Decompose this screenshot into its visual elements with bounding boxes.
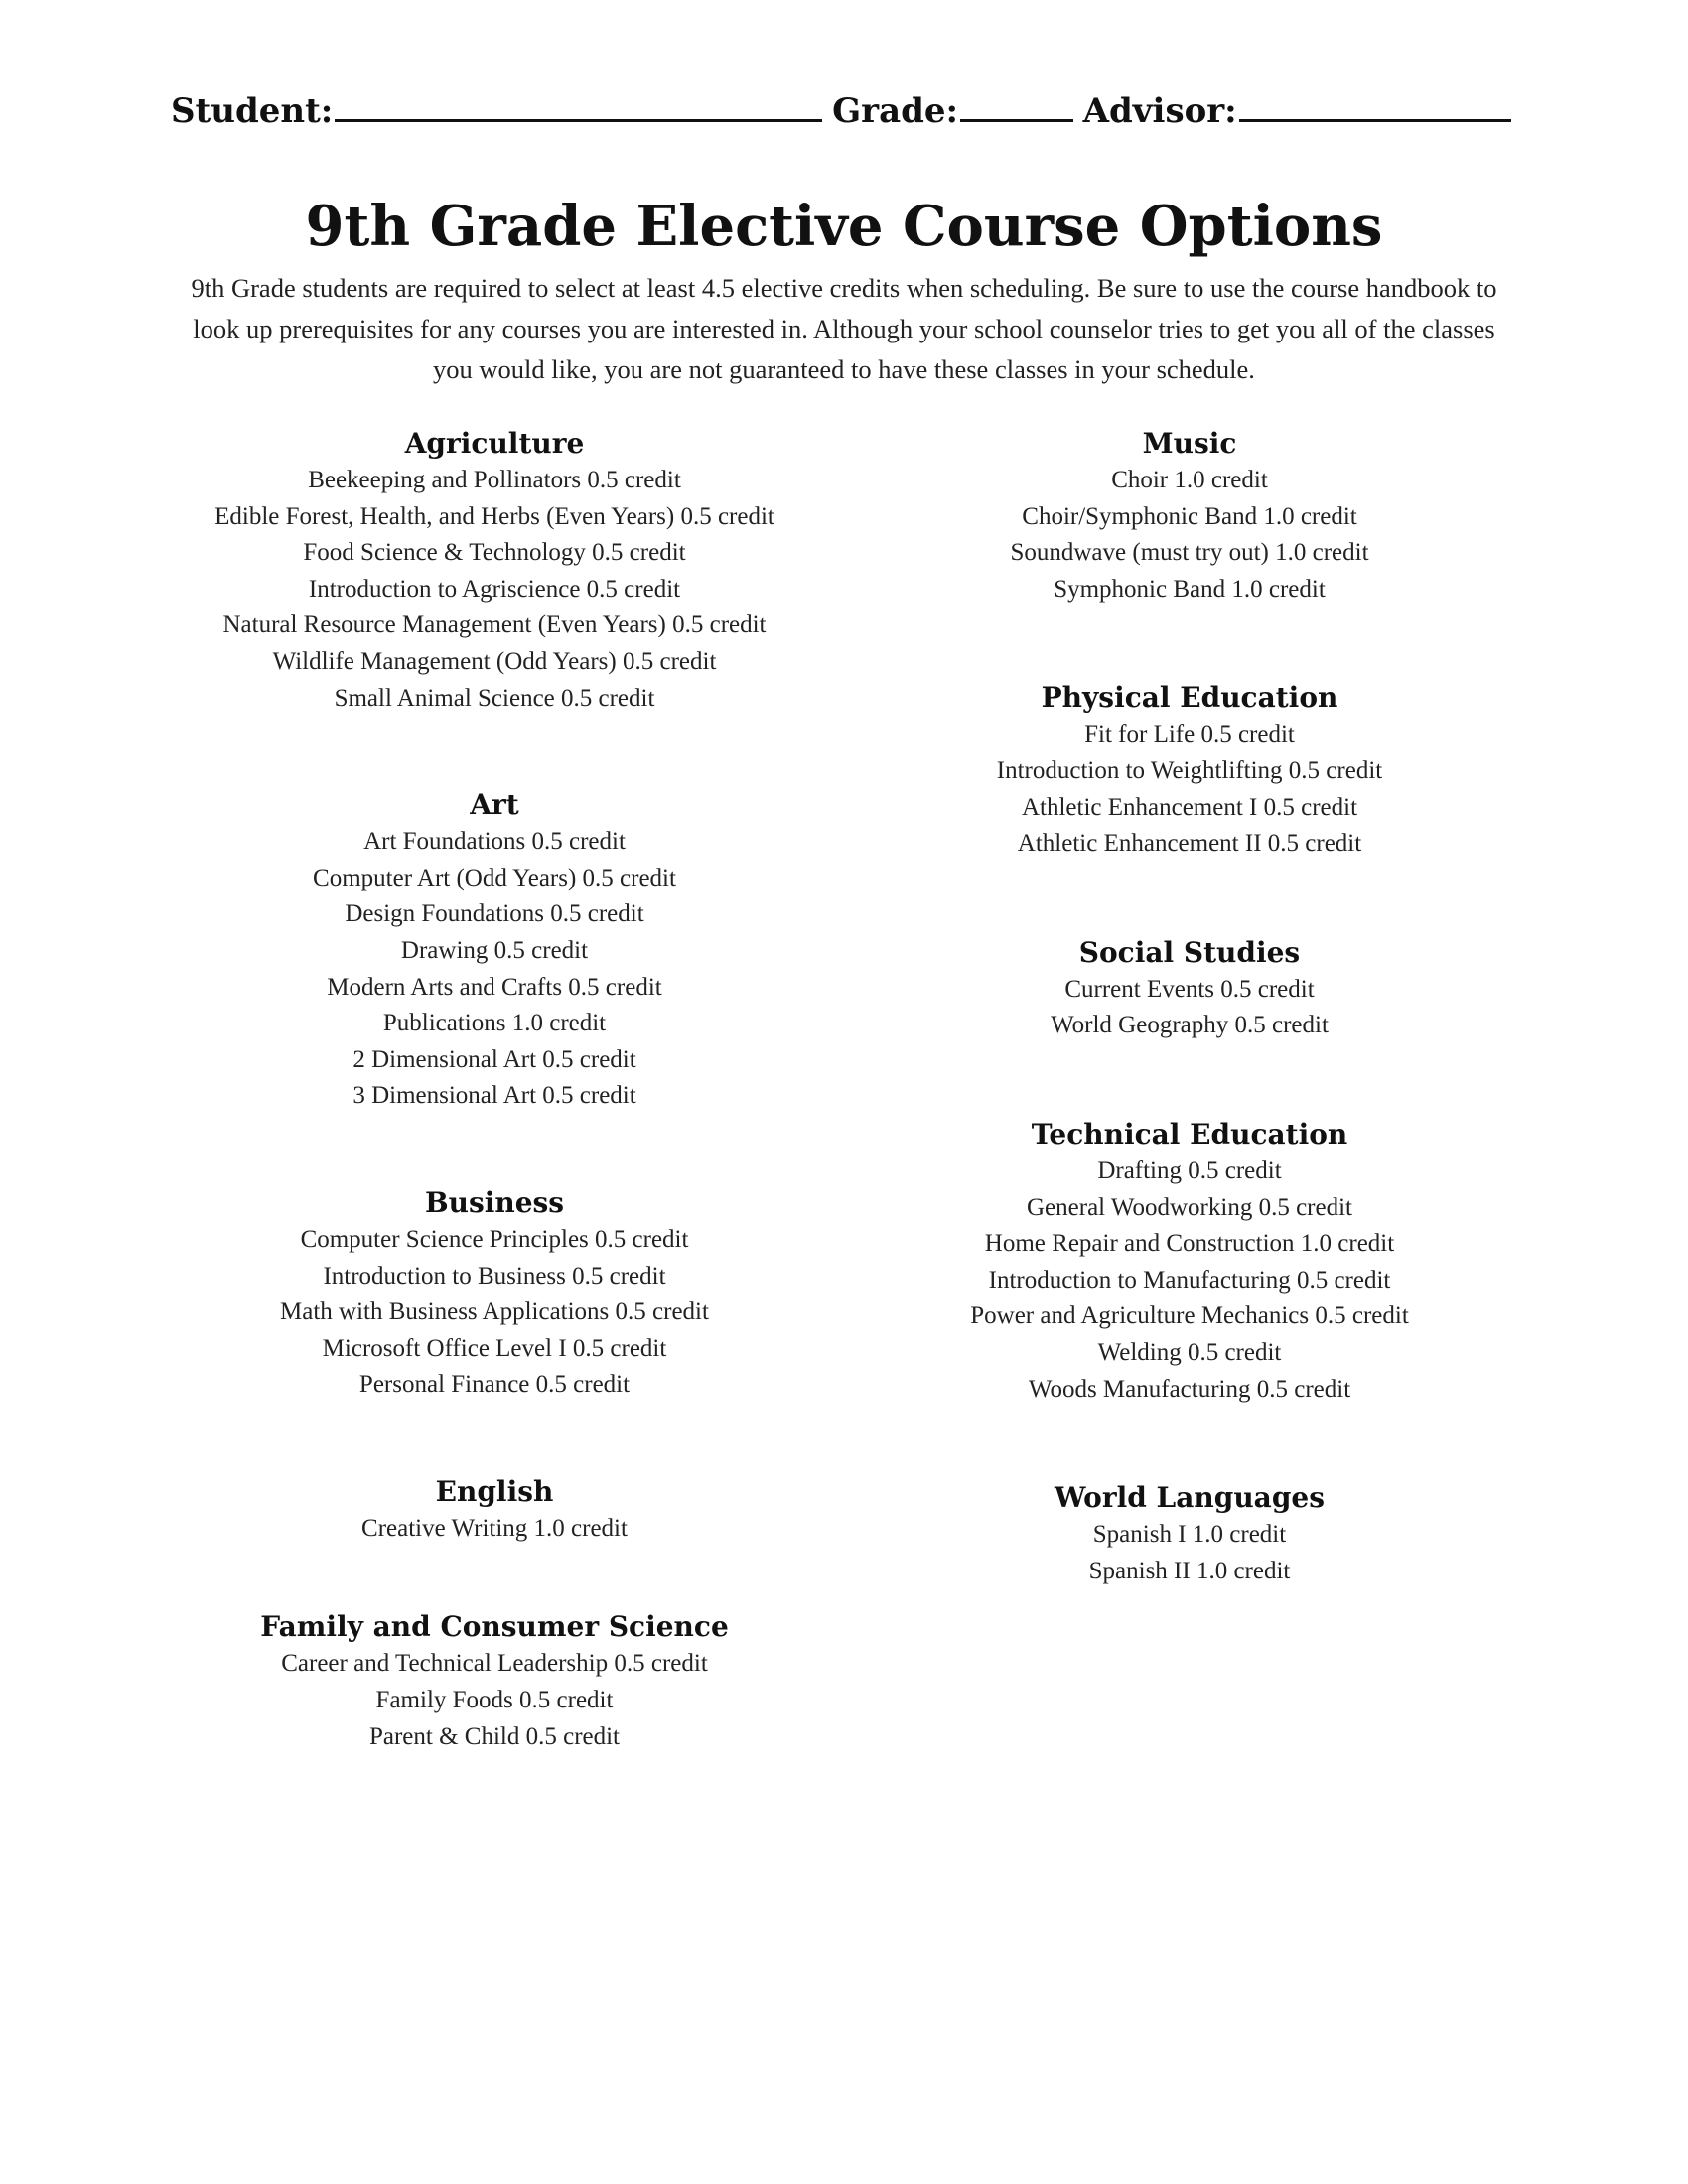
course-item: Design Foundations 0.5 credit <box>345 900 644 928</box>
student-label: Student: <box>171 91 334 131</box>
grade-blank[interactable] <box>960 91 1073 122</box>
course-item: Creative Writing 1.0 credit <box>361 1514 628 1542</box>
section-heading: Art <box>470 788 519 822</box>
advisor-blank[interactable] <box>1239 91 1511 122</box>
course-item: Modern Arts and Crafts 0.5 credit <box>327 973 662 1001</box>
course-item: Family Foods 0.5 credit <box>375 1687 614 1714</box>
course-item: Computer Science Principles 0.5 credit <box>300 1225 689 1253</box>
course-item: Math with Business Applications 0.5 credit <box>280 1298 709 1326</box>
section-physical-education <box>842 679 1537 862</box>
course-list <box>842 463 1537 608</box>
course-list <box>842 1517 1537 1589</box>
course-item: Soundwave (must try out) 1.0 credit <box>1010 539 1369 567</box>
section-world-languages <box>842 1479 1537 1589</box>
course-item: Edible Forest, Health, and Herbs (Even Years) 0.5 credit <box>214 502 774 530</box>
course-item: Fit for Life 0.5 credit <box>1084 721 1295 749</box>
course-item: Parent & Child 0.5 credit <box>368 1722 621 1750</box>
course-item: Introduction to Weightlifting 0.5 credit <box>996 756 1383 784</box>
section-social-studies <box>842 934 1537 1044</box>
course-item: Beekeeping and Pollinators 0.5 credit <box>308 467 681 493</box>
course-item: Symphonic Band 1.0 credit <box>1054 575 1326 603</box>
left-column <box>147 425 842 1755</box>
section-agriculture <box>147 425 842 717</box>
course-item: Introduction to Agriscience 0.5 credit <box>308 575 681 603</box>
section-business <box>147 1184 842 1404</box>
course-item: Athletic Enhancement II 0.5 credit <box>1017 830 1362 858</box>
section-heading: Social Studies <box>1078 935 1301 969</box>
course-list <box>147 463 842 717</box>
course-item: Natural Resource Management (Even Years) 0.5 credit <box>222 612 767 639</box>
page-title: 9th Grade Elective Course Options <box>305 194 1383 259</box>
course-item: Art Foundations 0.5 credit <box>363 828 626 856</box>
section-music <box>842 425 1537 608</box>
section-heading: Music <box>1142 427 1237 460</box>
section-technical-education <box>842 1116 1537 1408</box>
right-column <box>842 425 1537 1589</box>
course-item: Publications 1.0 credit <box>382 1010 607 1037</box>
course-item: 2 Dimensional Art 0.5 credit <box>352 1045 636 1073</box>
course-item: Athletic Enhancement I 0.5 credit <box>1021 793 1358 821</box>
course-list <box>842 1154 1537 1408</box>
section-heading: World Languages <box>1055 1481 1325 1515</box>
course-item: Introduction to Manufacturing 0.5 credit <box>988 1266 1391 1294</box>
intro-paragraph: 9th Grade students are required to select at least 4.5 elective credits when scheduling. Be sure to use the course handbook to look up prerequisites for any courses you are interested in. Although your school counselor tries to get you all of the classes you would like, you are not guaranteed to have these classes in your schedule. <box>191 273 1497 384</box>
section-heading: Business <box>424 1185 565 1219</box>
grade-label: Grade: <box>832 91 959 131</box>
advisor-label: Advisor: <box>1082 91 1237 131</box>
course-item: Choir/Symphonic Band 1.0 credit <box>1022 502 1357 530</box>
course-item: Drafting 0.5 credit <box>1097 1157 1282 1184</box>
section-english <box>147 1473 842 1548</box>
course-item: Food Science & Technology 0.5 credit <box>303 539 686 567</box>
course-item: Spanish II 1.0 credit <box>1088 1557 1291 1584</box>
course-list <box>842 972 1537 1044</box>
course-item: Power and Agriculture Mechanics 0.5 credit <box>970 1302 1409 1330</box>
course-item: Microsoft Office Level I 0.5 credit <box>322 1334 667 1362</box>
course-list <box>842 717 1537 862</box>
course-list <box>147 1222 842 1404</box>
course-item: Career and Technical Leadership 0.5 credit <box>281 1650 708 1678</box>
course-list <box>147 824 842 1115</box>
course-item: Small Animal Science 0.5 credit <box>334 684 655 712</box>
course-item: Computer Art (Odd Years) 0.5 credit <box>313 864 676 891</box>
course-item: Current Events 0.5 credit <box>1064 975 1315 1003</box>
course-item: Welding 0.5 credit <box>1097 1338 1282 1366</box>
section-heading: Physical Education <box>1041 681 1338 715</box>
section-heading: English <box>435 1474 554 1508</box>
student-info-line <box>171 91 1521 131</box>
section-heading: Family and Consumer Science <box>260 1610 729 1644</box>
course-list <box>147 1646 842 1755</box>
section-art <box>147 786 842 1115</box>
course-item: Personal Finance 0.5 credit <box>358 1371 631 1399</box>
course-item: Home Repair and Construction 1.0 credit <box>984 1230 1395 1258</box>
section-heading: Technical Education <box>1031 1117 1348 1151</box>
course-list <box>147 1511 842 1548</box>
course-item: Wildlife Management (Odd Years) 0.5 credit <box>272 647 717 675</box>
course-item: Introduction to Business 0.5 credit <box>323 1262 666 1290</box>
student-name-blank[interactable] <box>335 91 822 122</box>
course-item: General Woodworking 0.5 credit <box>1027 1193 1352 1221</box>
course-item: 3 Dimensional Art 0.5 credit <box>352 1082 636 1110</box>
section-family-consumer-science <box>147 1608 842 1755</box>
course-item: Drawing 0.5 credit <box>400 936 589 964</box>
course-item: Spanish I 1.0 credit <box>1092 1521 1287 1549</box>
course-item: Choir 1.0 credit <box>1111 467 1268 493</box>
section-heading: Agriculture <box>404 427 585 460</box>
course-item: Woods Manufacturing 0.5 credit <box>1028 1375 1351 1403</box>
course-item: World Geography 0.5 credit <box>1051 1012 1329 1039</box>
